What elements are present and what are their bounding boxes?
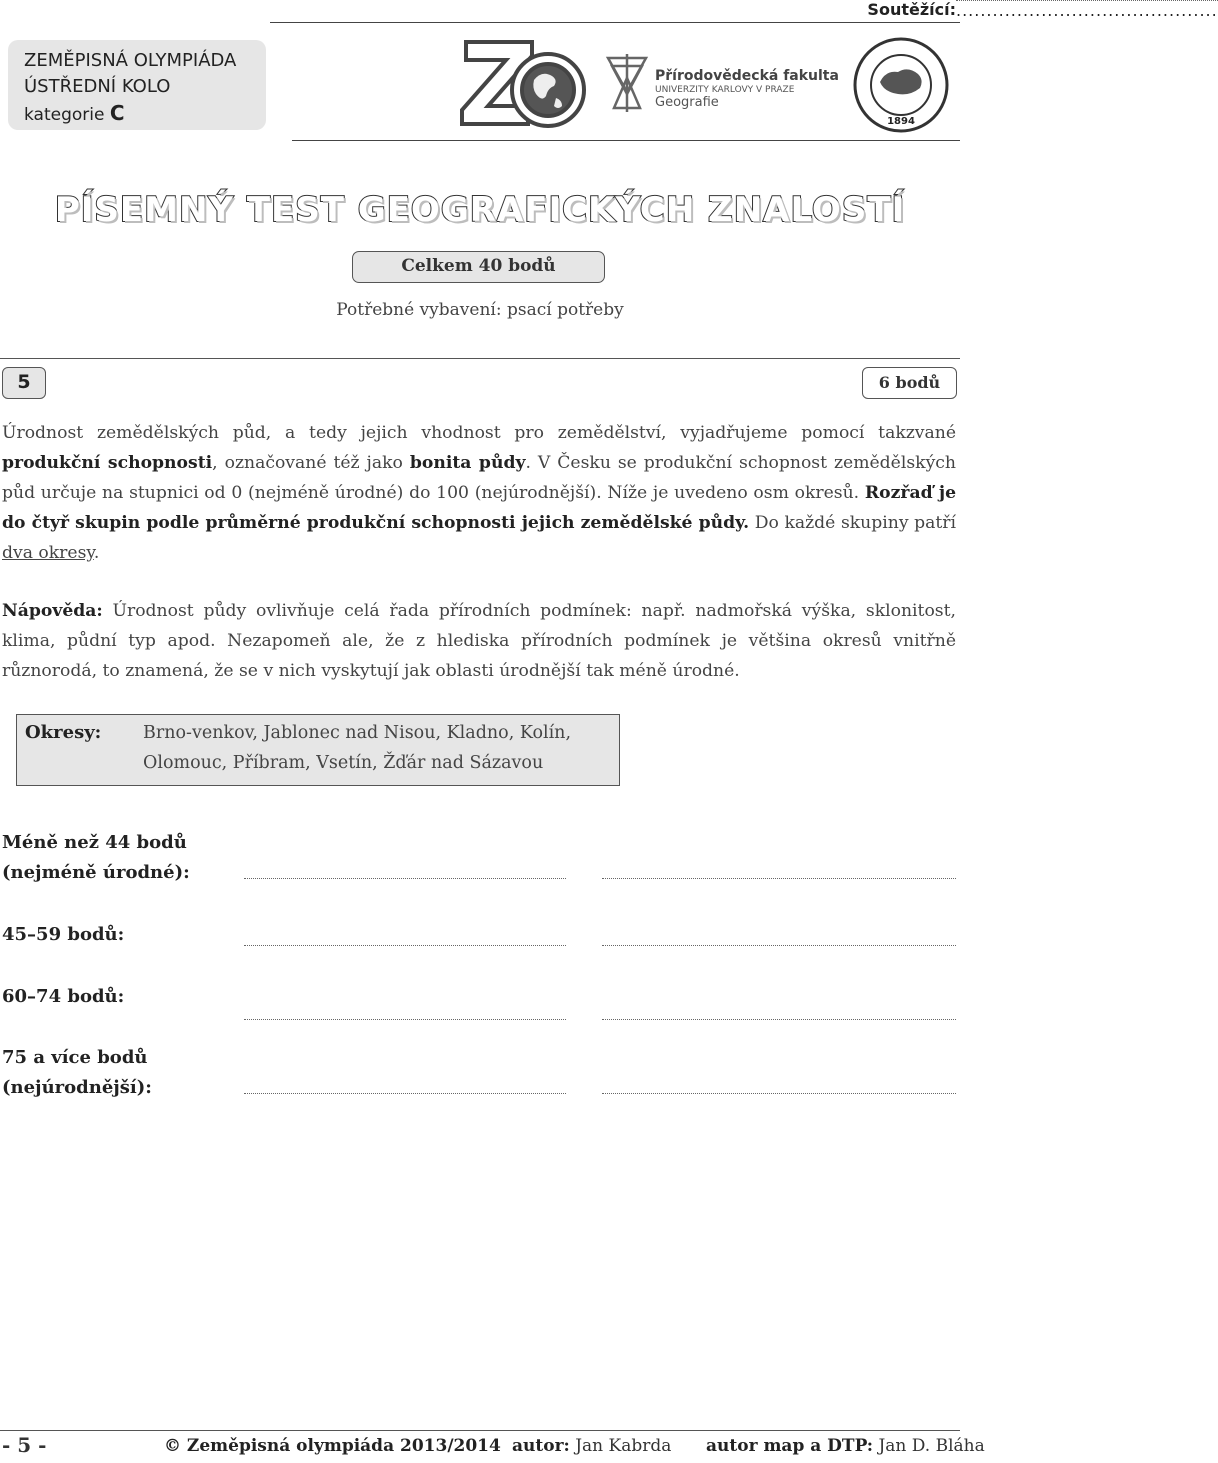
page-number: - 5 - xyxy=(2,1433,47,1457)
footer-copyright: © Zeměpisná olympiáda 2013/2014 xyxy=(164,1436,501,1456)
faculty-name: Přírodovědecká fakulta xyxy=(655,68,839,84)
answer-blank[interactable] xyxy=(602,878,956,879)
category-45-59-label: 45–59 bodů: xyxy=(2,924,125,945)
footer-rule xyxy=(0,1430,960,1431)
answer-blank[interactable] xyxy=(602,1019,956,1020)
zo-logo-icon xyxy=(458,36,588,134)
faculty-name-block xyxy=(655,68,839,110)
olympiad-round: ÚSTŘEDNÍ KOLO xyxy=(24,76,171,97)
competitor-label: Soutěžící: xyxy=(867,0,956,19)
header-bottom-rule xyxy=(292,140,960,141)
footer-maps-author: autor map a DTP: Jan D. Bláha xyxy=(706,1436,985,1456)
answer-blank[interactable] xyxy=(244,945,566,946)
competitor-blank: ........................................... xyxy=(956,1,1218,20)
total-points-badge: Celkem 40 bodů xyxy=(352,251,605,283)
page-title: PÍSEMNÝ TEST GEOGRAFICKÝCH ZNALOSTÍ xyxy=(54,190,906,230)
answer-blank[interactable] xyxy=(244,1019,566,1020)
category-highest-label: 75 a více bodů (nejúrodnější): xyxy=(2,1047,152,1098)
task-instructions: Úrodnost zemědělských půd, a tedy jejich vhodnost pro zemědělství, vyjadřujeme pomocí takzvané produkční schopnosti, označované též jako bonita půdy. V Česku se produkční schopnost zemědělských půd určuje na stupnici od 0 (nejméně úrodné) do 100 (nejúrodnější). Níže je uvedeno osm okresů. Rozřaď je do čtyř skupin podle průměrné produkční schopnosti jejich zemědělské půdy. Do každé skupiny patří dva okresy. xyxy=(2,423,957,563)
competitor-field xyxy=(867,0,1218,20)
task-number-badge: 5 xyxy=(2,367,46,399)
answer-blank[interactable] xyxy=(244,878,566,879)
answer-blank[interactable] xyxy=(602,945,956,946)
olympiad-badge xyxy=(8,40,266,130)
category-letter: C xyxy=(109,101,125,125)
answer-blank[interactable] xyxy=(244,1093,566,1094)
olympiad-name: ZEMĚPISNÁ OLYMPIÁDA xyxy=(24,50,237,71)
category-lowest-label: Méně než 44 bodů (nejméně úrodné): xyxy=(2,832,190,883)
olympiad-category: kategorie C xyxy=(24,101,125,125)
districts-list: Brno-venkov, Jablonec nad Nisou, Kladno, Kolín, Olomouc, Příbram, Vsetín, Žďár nad Sázavou xyxy=(143,723,572,773)
task-points-badge: 6 bodů xyxy=(862,367,957,399)
task-hint: Nápověda: Úrodnost půdy ovlivňuje celá řada přírodních podmínek: např. nadmořská výška, sklonitost, klima, půdní typ apod. Nezapomeň ale, že z hlediska přírodních podmínek je většina okresů vnitřně různorodá, to znamená, že se v nich vyskytují jak oblasti úrodnější tak méně úrodné. xyxy=(2,601,956,681)
districts-label: Okresy: xyxy=(25,722,102,743)
task-divider xyxy=(0,358,960,359)
districts-box xyxy=(16,714,620,786)
cgs-year: 1894 xyxy=(887,116,915,127)
header-top-rule xyxy=(270,22,960,23)
equipment-note: Potřebné vybavení: psací potřeby xyxy=(336,300,624,320)
footer-author: autor: Jan Kabrda xyxy=(512,1436,672,1456)
category-60-74-label: 60–74 bodů: xyxy=(2,986,125,1007)
hint-label: Nápověda: xyxy=(2,601,103,621)
faculty-university: UNIVERZITY KARLOVY V PRAZE xyxy=(655,85,795,95)
cgs-seal-icon xyxy=(850,36,952,134)
answer-blank[interactable] xyxy=(602,1093,956,1094)
faculty-department: Geografie xyxy=(655,95,719,110)
